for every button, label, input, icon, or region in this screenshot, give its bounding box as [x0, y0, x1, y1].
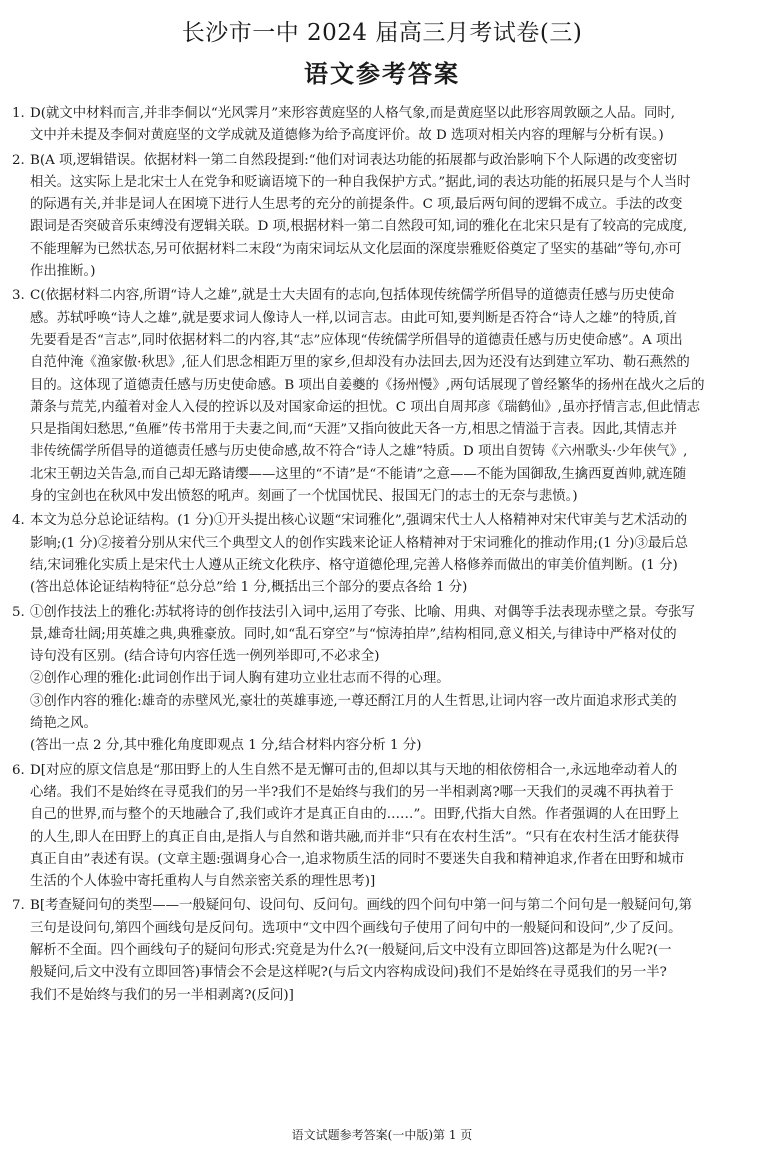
- answer-text-line: 自己的世界,而与整个的天地融合了,我们或许才是真正自由的……”。田野,代指大自然。作者强调的人在田野上: [30, 807, 679, 823]
- answer-text-line: 我们不是始终与我们的另一半相剥离?(反问)]: [30, 987, 294, 1003]
- answer-text-line: 诗句没有区别。(结合诗句内容任选一例列举即可,不必求全): [30, 649, 380, 665]
- answer-text-line: 感。苏轼呼唤“诗人之雄”,就是要求词人像诗人一样,以词言志。由此可知,要判断是否符合“诗人之雄”的特质,首: [30, 310, 677, 326]
- answer-text-line: 景,雄奇壮阔;用英雄之典,典雅豪放。同时,如“乱石穿空”与“惊涛拍岸”,结构相同,意义相关,与律诗中严格对仗的: [30, 626, 677, 642]
- answer-text-line: B[考查疑问句的类型——一般疑问句、设问句、反问句。画线的四个问句中第一问与第二个问句是一般疑问句,第: [30, 898, 693, 914]
- answer-text-line: D[对应的原文信息是“那田野上的人生自然不是无懈可击的,但却以其与天地的相依傍相合一,永远地牵动着人的: [30, 762, 678, 778]
- answer-text-line: 自范仲淹《渔家傲·秋思》,征人们思念相距万里的家乡,但却没有办法回去,因为还没有达到建立军功、勒石燕然的: [30, 355, 690, 371]
- answer-item: [12, 895, 754, 1006]
- answer-text-line: 生活的个人体验中寄托重构人与自然亲密关系的理性思考)]: [30, 874, 376, 890]
- answer-text-line: D(就文中材料而言,并非李侗以“光风霁月”来形容黄庭坚的人格气象,而是黄庭坚以此形容周敦颐之人品。同时,: [30, 106, 675, 121]
- answer-item: [12, 602, 754, 758]
- answer-item: [12, 150, 754, 284]
- answers-body: [12, 103, 754, 1009]
- answer-item: [12, 103, 754, 148]
- answer-text-line: 相关。这实际上是北宋士人在党争和贬谪语境下的一种自我保护方式。”据此,词的表达功能的拓展只是与个人当时: [30, 174, 691, 190]
- answer-text-line: 结,宋词雅化实质上是宋代士人遵从正统文化秩序、格守道德伦理,完善人格修养而做出的审美价值判断。(1 分): [30, 557, 678, 573]
- answer-text-line: (答出总体论证结构特征“总分总”给 1 分,概括出三个部分的要点各给 1 分): [30, 580, 468, 596]
- answer-number: 6.: [12, 762, 25, 778]
- answer-number: 2.: [12, 152, 25, 168]
- answer-text-line: 只是指闺妇愁思,“鱼雁”传书常用于夫妻之间,而“天涯”又指向彼此天各一方,相思之情溢于言表。因此,其情志并: [30, 422, 677, 438]
- answer-text-line: 非传统儒学所倡导的道德责任感与历史使命感,故不符合“诗人之雄”特质。D 项出自贺铸《六州歌头·少年侠气》,: [30, 444, 688, 460]
- answer-text-line: 三句是设问句,第四个画线句是反问句。选项中“文中四个画线句子使用了问句中的一般疑问和设问”,少了反问。: [30, 920, 682, 936]
- answer-text-line: 的人生,即人在田野上的真正自由,是指人与自然和谐共融,而并非“只有在农村生活”。“只有在农村生活才能获得: [30, 829, 680, 845]
- page-subtitle: 语文参考答案: [304, 60, 460, 88]
- page-footer: 语文试题参考答案(一中版)第 1 页: [291, 1128, 473, 1142]
- answer-text-line: 绮艳之风。: [30, 716, 97, 732]
- answer-text-line: C(依据材料二内容,所谓“诗人之雄”,就是士大夫固有的志向,包括体现传统儒学所倡导的道德责任感与历史使命: [30, 288, 675, 304]
- answer-number: 7.: [12, 898, 25, 914]
- answer-text-line: 解析不全面。四个画线句子的疑问句形式:究竟是为什么?(一般疑问,后文中没有立即回答)这都是为什么呢?(一: [30, 942, 672, 958]
- answer-text-line: 般疑问,后文中没有立即回答)事情会不会是这样呢?(与后文内容构成设问)我们不是始终在寻觅我们的另一半?: [30, 965, 667, 981]
- answer-text-line: 跟词是否突破音乐束缚没有逻辑关联。D 项,根据材料一第二自然段可知,词的雅化在北宋只是有了较高的完成度,: [30, 219, 688, 235]
- answer-text-line: ③创作内容的雅化:雄奇的赤壁风光,豪壮的英雄事迹,一尊还酹江月的人生哲思,让词内容一改片面追求形式美的: [30, 693, 677, 709]
- answer-text-line: 本文为总分总论证结构。(1 分)①开头提出核心议题“宋词雅化”,强调宋代士人人格精神对宋代审美与艺术活动的: [30, 513, 688, 529]
- answer-number: 1.: [12, 106, 25, 121]
- answer-text-line: 萧条与荒芜,内蕴着对金人入侵的控诉以及对国家命运的担忧。C 项出自周邦彦《瑞鹤仙》,虽亦抒情言志,但此情志: [30, 399, 701, 415]
- answer-text-line: 作出推断。): [30, 264, 96, 280]
- answer-text-line: 不能理解为已然状态,另可依据材料二末段“为南宋词坛从文化层面的深度崇雅贬俗奠定了坚实的基础”等句,亦可: [30, 241, 682, 257]
- answer-number: 4.: [12, 513, 25, 529]
- answer-number: 5.: [12, 604, 25, 620]
- answer-text-line: ②创作心理的雅化:此词创作出于词人胸有建功立业壮志而不得的心理。: [30, 671, 450, 687]
- answer-text-line: 真正自由”表述有误。(文章主题:强调身心合一,追求物质生活的同时不要迷失自我和精神追求,作者在田野和城市: [30, 851, 685, 867]
- answer-text-line: ①创作技法上的雅化:苏轼将诗的创作技法引入词中,运用了夸张、比喻、用典、对偶等手法表现赤壁之景。夸张写: [30, 604, 695, 620]
- answer-text-line: 影响;(1 分)②接着分别从宋代三个典型文人的创作实践来论证人格精神对于宋词雅化的推动作用;(1 分)③最后总: [30, 535, 689, 551]
- answer-text-line: 心绪。我们不是始终在寻觅我们的另一半?我们不是始终与我们的另一半相剥离?哪一天我们的灵魂不再执着于: [30, 784, 674, 800]
- answer-text-line: 的际遇有关,并非是词人在困境下进行人生思考的充分的前提条件。C 项,最后两句间的逻辑不成立。手法的改变: [30, 197, 683, 213]
- answer-text-line: 目的。这体现了道德责任感与历史使命感。B 项出自姜夔的《扬州慢》,两句话展现了曾经繁华的扬州在战火之后的: [30, 377, 705, 393]
- answer-item: [12, 760, 754, 894]
- page-title: 长沙市一中 2024 届高三月考试卷(三): [181, 20, 583, 46]
- answer-text-line: 身的宝剑也在秋风中发出愤怒的吼声。刻画了一个忧国忧民、报国无门的志士的无奈与悲愤。): [30, 489, 578, 505]
- answer-text-line: 文中并未提及李侗对黄庭坚的文学成就及道德修为给予高度评价。故 D 选项对相关内容的理解与分析有误。): [30, 128, 664, 144]
- answer-text-line: 先要看是否“言志”,同时依据材料二的内容,其“志”应体现“传统儒学所倡导的道德责任感与历史使命感”。A 项出: [30, 332, 683, 348]
- answer-item: [12, 510, 754, 599]
- answer-text-line: 北宋王朝边关告急,而自己却无路请缨——这里的“不请”是“不能请”之意——不能为国御敌,生擒西夏酋帅,就连随: [30, 466, 687, 482]
- answer-number: 3.: [12, 288, 25, 304]
- answer-item: [12, 285, 754, 508]
- answer-text-line: B(A 项,逻辑错误。依据材料一第二自然段提到:“他们对词表达功能的拓展都与政治影响下个人际遇的改变密切: [30, 152, 678, 168]
- answer-text-line: (答出一点 2 分,其中雅化角度即观点 1 分,结合材料内容分析 1 分): [30, 738, 422, 754]
